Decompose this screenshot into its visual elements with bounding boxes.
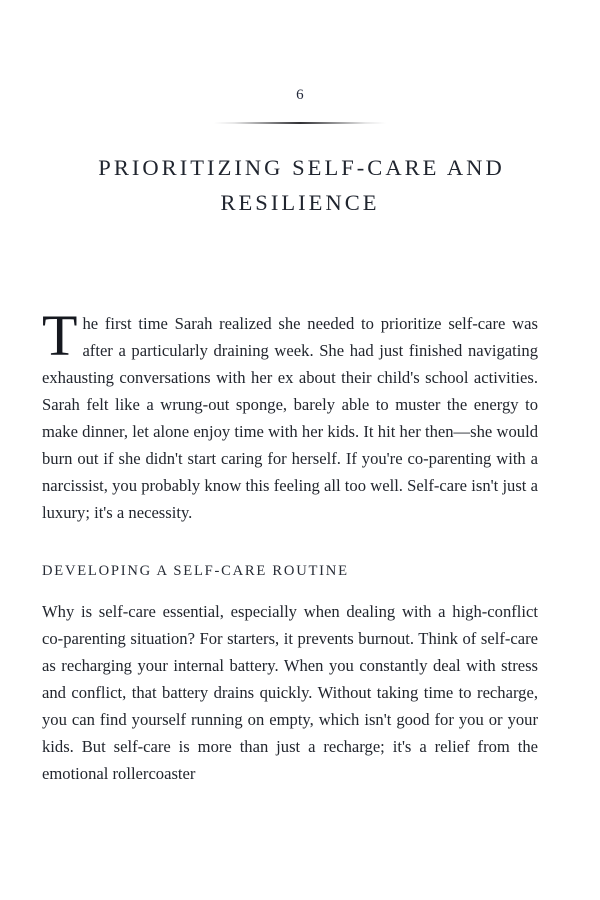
body-content [42, 303, 538, 787]
chapter-opener [0, 0, 600, 220]
section-heading: DEVELOPING A SELF-CARE ROUTINE [42, 563, 349, 579]
opening-paragraph: The first time Sarah realized she needed to prioritize self-care was after a particularly draining week. She had just finished navigating exhausting conversations with her ex about their child's school activities. Sarah felt like a wrung-out sponge, barely able to muster the energy to make dinner, let alone enjoy time with her kids. It hit her then—she would burn out if she didn't start caring for herself. If you're co-parenting with a narcissist, you probably know this feeling all too well. Self-care isn't just a luxury; it's a necessity. [42, 303, 538, 522]
chapter-number: 6 [296, 87, 304, 103]
section-paragraph: Why is self-care essential, especially when dealing with a high-conflict co-parenting situation? For starters, it prevents burnout. Think of self-care as recharging your internal battery. When you constantly deal with stress and conflict, that battery drains quickly. Without taking time to recharge, you can find yourself running on empty, which isn't good for you or your kids. But self-care is more than just a recharge; it's a relief from the emotional rollercoaster [42, 602, 538, 783]
chapter-title: PRIORITIZING SELF-CARE AND RESILIENCE [98, 155, 505, 215]
spacer [42, 582, 538, 598]
spacer [42, 526, 538, 560]
chapter-divider-rule [214, 122, 386, 124]
